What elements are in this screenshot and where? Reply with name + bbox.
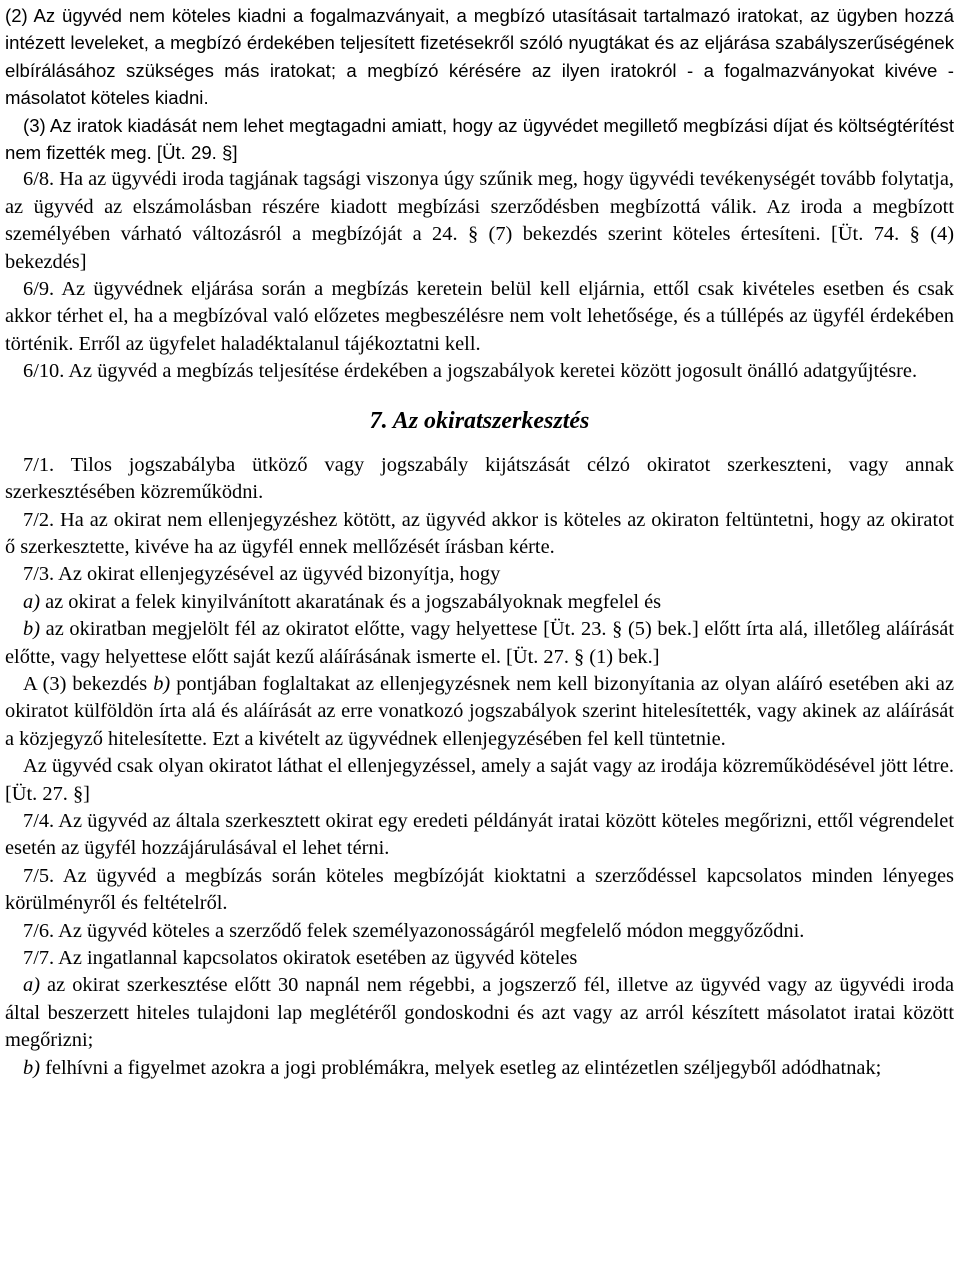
paragraph-7-5: 7/5. Az ügyvéd a megbízás során köteles megbízóját kioktatni a szerződéssel kapcsolatos minden lényeges körülményről és feltételről. bbox=[5, 864, 954, 915]
section-heading: 7. Az okiratszerkesztés bbox=[369, 407, 590, 434]
paragraph-6-8: 6/8. Ha az ügyvédi iroda tagjának tagsági viszonya úgy szűnik meg, hogy ügyvédi tevékenységét tovább folytatja, az ügyvéd az elszámolásban részére kiadott megbízási szerződésben megbízottá válik. Az iroda a megbízott személyében várható változásról a megbízóját a 24. § (7) bekezdés szerint köteles értesíteni. [Üt. 74. § (4) bekezdés] bbox=[5, 168, 954, 273]
paragraph-7-6: 7/6. Az ügyvéd köteles a szerződő felek személyazonosságáról megfelelő módon meggyőződni. bbox=[23, 919, 805, 942]
point-text-7-7-a: az okirat szerkesztése előtt 30 napnál nem régebbi, a jogszerző fél, illetve az ügyvéd vagy az ügyvédi iroda által beszerzett hiteles tulajdoni lap meglétéről gondoskodni és azt vagy az arról készített másolatot iratai között megőrizni; bbox=[5, 974, 954, 1052]
point-label-a: a) bbox=[23, 590, 40, 613]
exception-text-pre: A (3) bekezdés bbox=[23, 672, 154, 695]
paragraph-7-3: 7/3. Az okirat ellenjegyzésével az ügyvéd bizonyítja, hogy bbox=[23, 563, 501, 586]
paragraph-7-3-exception bbox=[5, 671, 954, 753]
paragraph-7-2: 7/2. Ha az okirat nem ellenjegyzéshez kötött, az ügyvéd akkor is köteles az okiraton feltüntetni, hogy az okiratot ő szerkesztette, kivéve ha az ügyfél ennek mellőzését írásban kérte. bbox=[5, 508, 954, 558]
paragraph-6-7-3: (3) Az iratok kiadását nem lehet megtagadni amiatt, hogy az ügyvédet megillető megbízási díjat és költségtérítést nem fizették meg. [Üt. 29. §] bbox=[5, 114, 954, 164]
point-text-7-7-b: felhívni a figyelmet azokra a jogi problémákra, melyek esetleg az elintézetlen széljegyből adódhatnak; bbox=[40, 1056, 882, 1079]
paragraph-7-3-b bbox=[5, 616, 954, 671]
exception-text-post: pontjában foglaltakat az ellenjegyzésnek nem kell bizonyítania az olyan aláíró esetében aki az okiratot külföldön írta alá és aláírását az erre vonatkozó jogszabályok szerint hitelesítették, vagy akinek az aláírását a közjegyző hitelesítette. Ezt a kivételt az ügyvédnek ellenjegyzésében fel kell tüntetnie. bbox=[5, 672, 954, 750]
paragraph-7-7-b bbox=[5, 1055, 954, 1082]
paragraph-6-9: 6/9. Az ügyvédnek eljárása során a megbízás keretein belül kell eljárnia, ettől csak kivételes esetben és csak akkor térhet el, ha a megbízóval való előzetes megbeszélésre nem volt lehetősége, és a túllépés az ügyfél érdekében történik. Erről az ügyfelet haladéktalanul tájékoztatni kell. bbox=[5, 278, 954, 355]
paragraph-6-7-2: (2) Az ügyvéd nem köteles kiadni a fogalmazványait, a megbízó utasításait tartalmazó iratokat, az ügyben hozzá intézett leveleket, a megbízó érdekében teljesített fizetésekről szóló nyugtákat és az eljárása szabályszerűségének elbírálásához szükséges más iratokat; a megbízó kérésére az ilyen iratokról - a fogalmazványokat kivéve - másolatot köteles kiadni. bbox=[5, 5, 954, 109]
point-label-b: b) bbox=[23, 618, 40, 641]
paragraph-7-7: 7/7. Az ingatlannal kapcsolatos okiratok esetében az ügyvéd köteles bbox=[23, 947, 578, 969]
point-label-7-7-a: a) bbox=[23, 974, 40, 997]
paragraph-7-3-countersign: Az ügyvéd csak olyan okiratot láthat el ellenjegyzéssel, amely a saját vagy az irodája közreműködésével jött létre. [Üt. 27. §] bbox=[5, 755, 954, 805]
exception-point-ref: b) bbox=[153, 672, 171, 695]
point-label-7-7-b: b) bbox=[23, 1056, 40, 1079]
paragraph-7-3-a bbox=[5, 589, 954, 616]
point-text-a: az okirat a felek kinyilvánított akaratának és a jogszabályoknak megfelel és bbox=[40, 590, 662, 613]
point-text-b: az okiratban megjelölt fél az okiratot előtte, vagy helyettese [Üt. 23. § (5) bek.] előtt írta alá, illetőleg aláírását előtte, vagy helyettese előtt saját kezű aláírásának ismerte el. [Üt. 27. § (1) bek.] bbox=[5, 618, 954, 668]
paragraph-7-7-a bbox=[5, 972, 954, 1054]
paragraph-7-4: 7/4. Az ügyvéd az általa szerkesztett okirat egy eredeti példányát iratai között köteles megőrizni, ettől végrendelet esetén az ügyfél hozzájárulásával el lehet térni. bbox=[5, 809, 954, 860]
paragraph-7-1: 7/1. Tilos jogszabályba ütköző vagy jogszabály kijátszását célzó okiratot szerkeszteni, vagy annak szerkesztésében közreműködni. bbox=[5, 453, 954, 504]
paragraph-6-10: 6/10. Az ügyvéd a megbízás teljesítése érdekében a jogszabályok keretei között jogosult önálló adatgyűjtésre. bbox=[23, 360, 918, 383]
